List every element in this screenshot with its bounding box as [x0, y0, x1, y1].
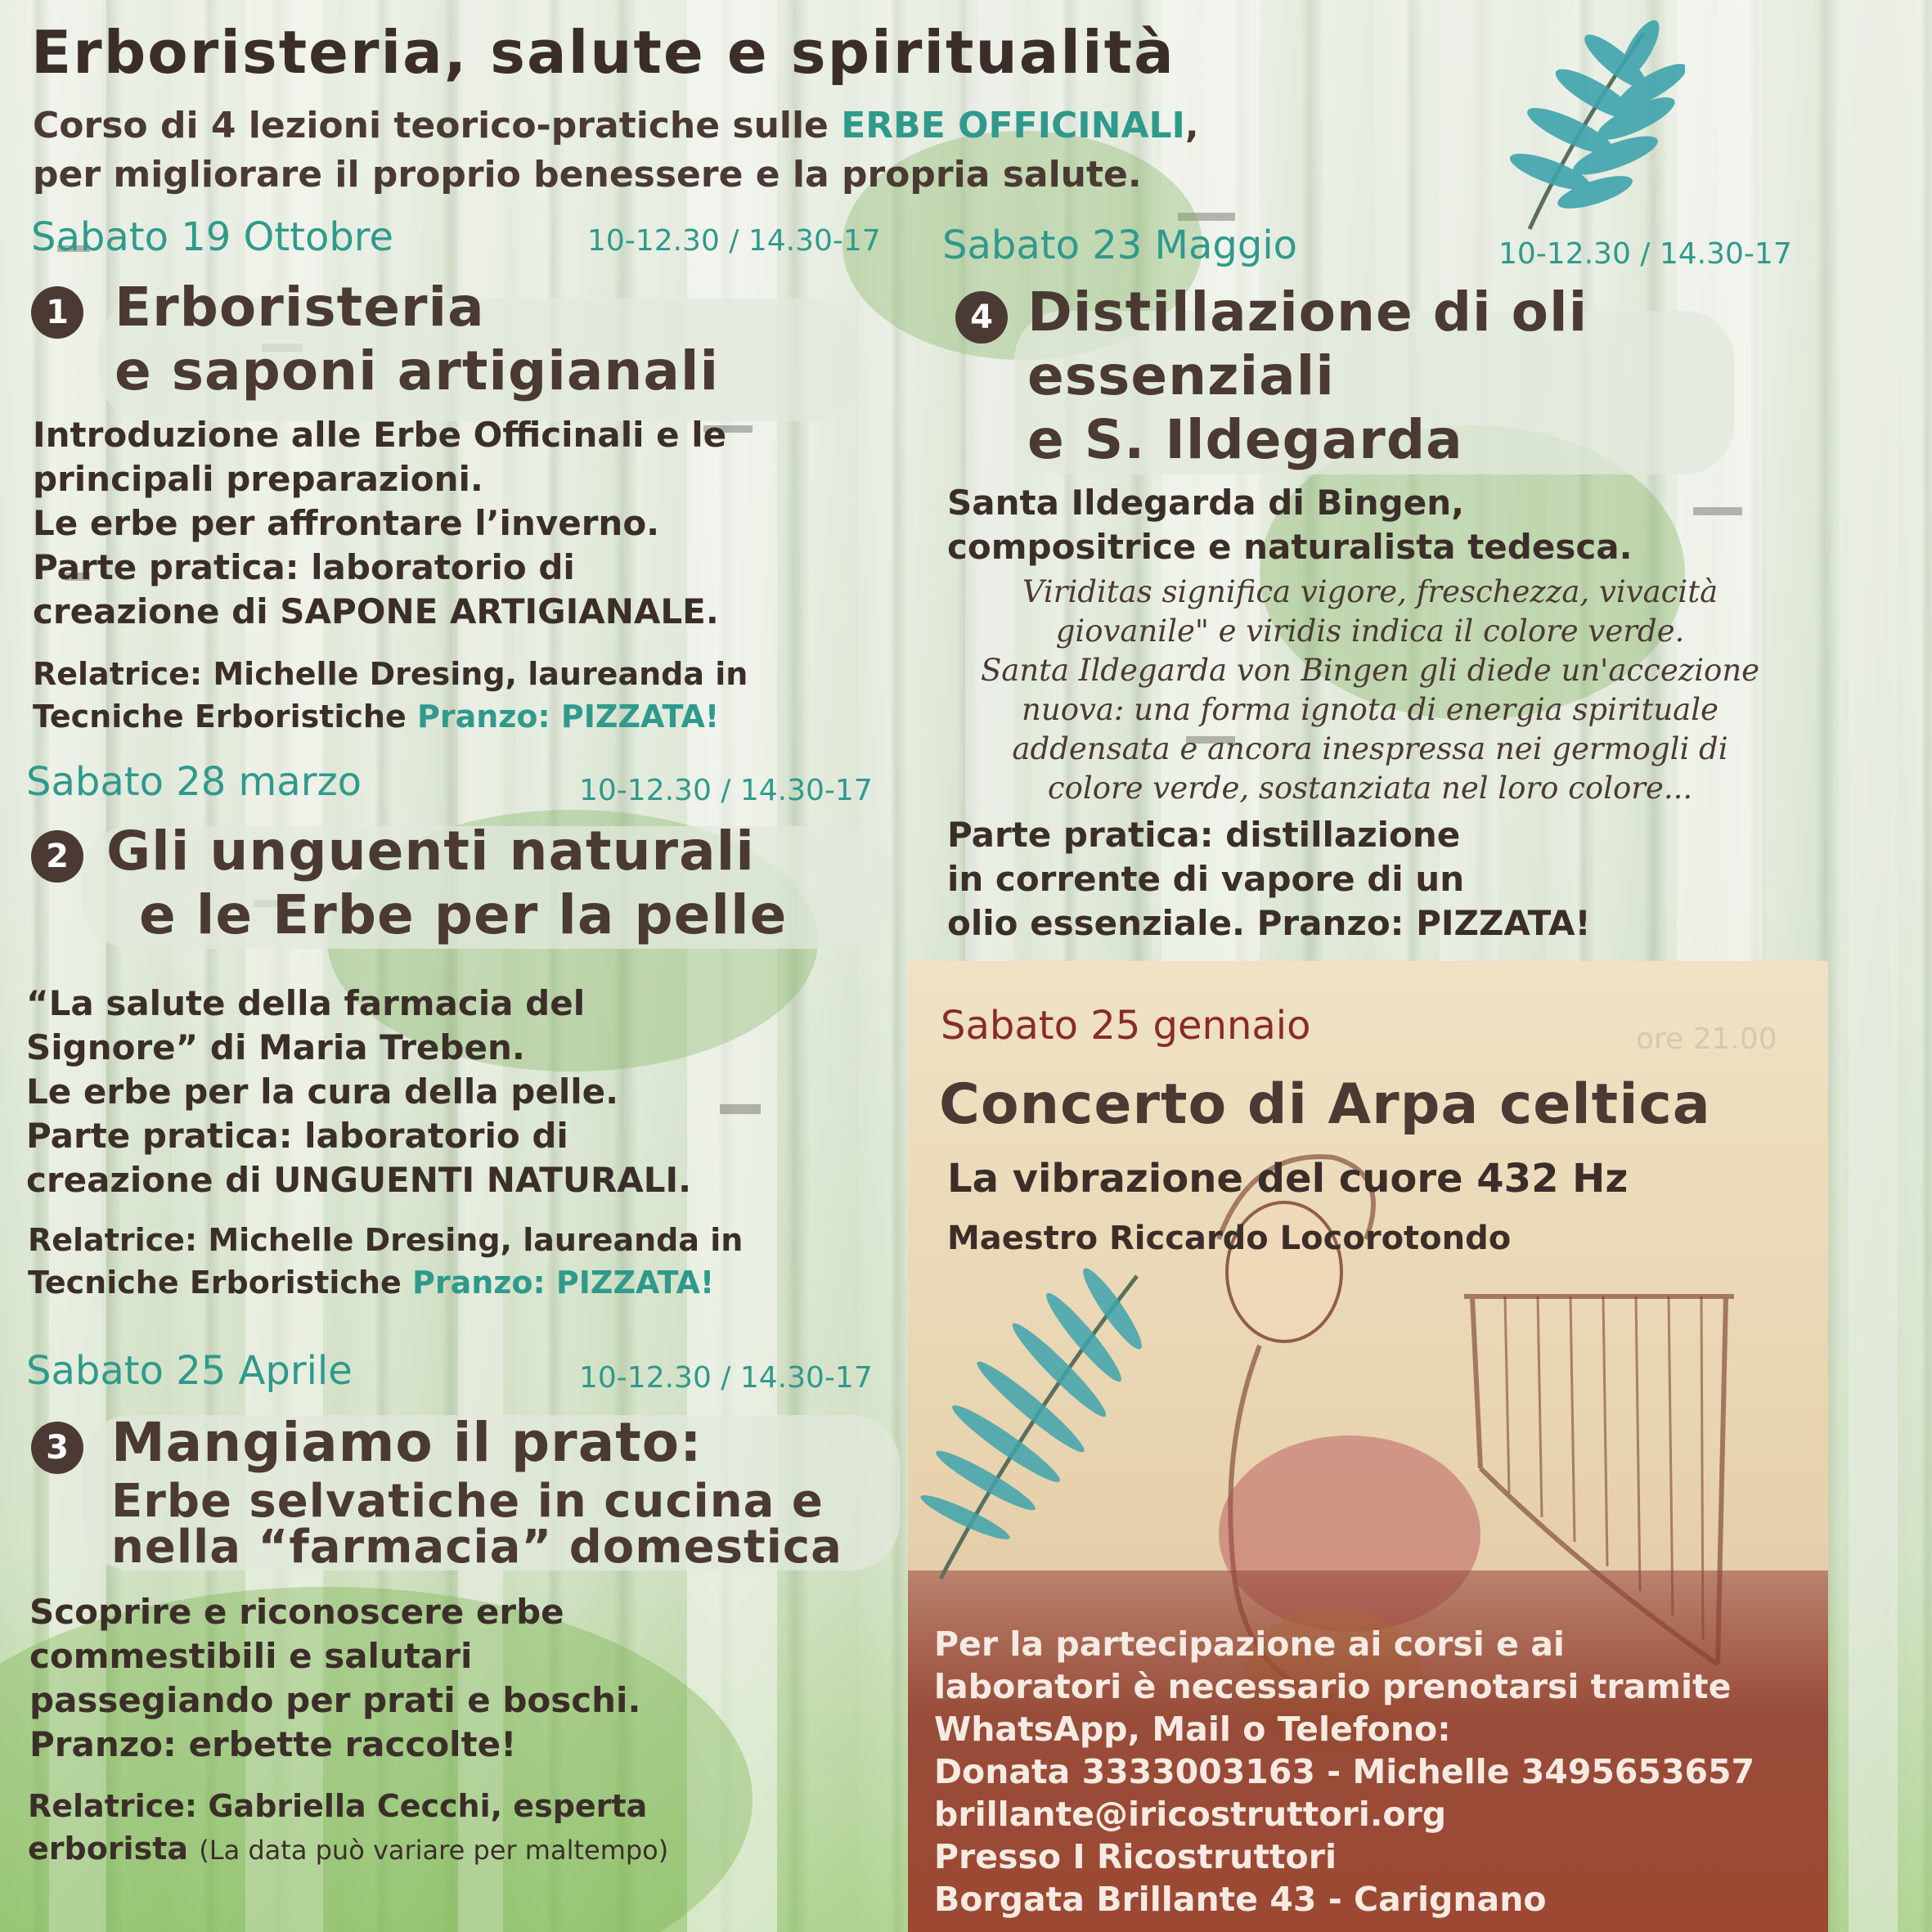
lesson-3-body: Scoprire e riconoscere erbe commestibili e salutari passegiando per prati e boschi. Pranzo: erbette raccolte!: [29, 1592, 641, 1764]
lesson-3-speaker: Relatrice: Gabriella Cecchi, esperta erborista (La data può variare per maltempo): [28, 1788, 669, 1867]
lesson-2-body: “La salute della farmacia del Signore” di Maria Treben. Le erbe per la cura della pelle. Parte pratica: laboratorio di creazione di UNGUENTI NATURALI.: [26, 983, 692, 1200]
concert-subtitle: La vibrazione del cuore 432 Hz: [947, 1156, 1629, 1202]
leaf-icon: [1472, 16, 1685, 237]
contact-line: Presso I Ricostruttori: [934, 1837, 1337, 1876]
lesson-4-title-line-1: Distillazione di oli: [1027, 281, 1588, 344]
intro-line-1: Corso di 4 lezioni teorico-pratiche sulle ERBE OFFICINALI,: [33, 105, 1199, 146]
lesson-2-time: 10-12.30 / 14.30-17: [579, 774, 873, 807]
lesson-3-date: Sabato 25 Aprile: [26, 1348, 353, 1394]
lesson-1-time: 10-12.30 / 14.30-17: [587, 224, 881, 258]
lesson-1-title-line-2: e saponi artigianali: [115, 339, 720, 402]
lesson-3-time: 10-12.30 / 14.30-17: [579, 1361, 873, 1395]
concert-title: Concerto di Arpa celtica: [939, 1072, 1711, 1137]
lesson-4-quote: Viriditas significa vigore, freschezza, vivacità giovanile" e viridis indica il colore verde. Santa Ildegarda von Bingen gli diede un'accezione nuova: una forma ignota di energia spirituale addensata e ancora inespressa nei germogli di colore verde, sostanziata nel loro colore...: [980, 574, 1760, 806]
lesson-3-note: (La data può variare per maltempo): [199, 1835, 669, 1866]
lesson-1-date: Sabato 19 Ottobre: [31, 214, 394, 260]
lesson-4-date: Sabato 23 Maggio: [942, 222, 1298, 268]
lesson-2-number-badge: 2: [31, 830, 83, 883]
contact-line: Per la partecipazione ai corsi e ai: [934, 1624, 1565, 1664]
lesson-4-body: Santa Ildegarda di Bingen, compositrice e naturalista tedesca.: [947, 483, 1633, 567]
concert-date: Sabato 25 gennaio: [941, 1003, 1311, 1049]
lesson-4-title-line-3: e S. Ildegarda: [1027, 408, 1463, 471]
lesson-3-subtitle-line-1: Erbe selvatiche in cucina e: [111, 1475, 824, 1528]
lesson-2-title-line-2: e le Erbe per la pelle: [139, 883, 788, 946]
concert-performer: Maestro Riccardo Locorotondo: [947, 1220, 1512, 1257]
lesson-4-time: 10-12.30 / 14.30-17: [1498, 237, 1792, 271]
intro-highlight: ERBE OFFICINALI: [841, 105, 1185, 146]
contact-line: WhatsApp, Mail o Telefono:: [934, 1710, 1451, 1749]
lesson-2-title-line-1: Gli unguenti naturali: [106, 820, 755, 883]
lesson-3-subtitle-line-2: nella “farmacia” domestica: [111, 1521, 842, 1574]
lesson-1-title-line-1: Erboristeria: [115, 276, 485, 339]
lesson-2-speaker: Relatrice: Michelle Dresing, laureanda in Tecniche Erboristiche Pranzo: PIZZATA!: [28, 1222, 744, 1301]
concert-time: ore 21.00: [1636, 1022, 1777, 1056]
lesson-1-body: Introduzione alle Erbe Officinali e le principali preparazioni. Le erbe per affrontare l’inverno. Parte pratica: laboratorio di creazione di SAPONE ARTIGIANALE.: [33, 415, 727, 631]
intro-line-2: per migliorare il proprio benessere e la propria salute.: [33, 154, 1142, 195]
contact-address: Borgata Brillante 43 - Carignano: [934, 1880, 1547, 1919]
lesson-1-number-badge: 1: [31, 286, 83, 339]
lesson-2-lunch: Pranzo: PIZZATA!: [412, 1265, 715, 1301]
page-title: Erboristeria, salute e spiritualità: [31, 18, 1175, 87]
lesson-3-title-line-1: Mangiamo il prato:: [111, 1411, 703, 1474]
lesson-4-title-line-2: essenziali: [1027, 344, 1335, 407]
lesson-4-practice: Parte pratica: distillazione in corrente di vapore di un olio essenziale. Pranzo: PIZZATA!: [947, 815, 1591, 943]
contact-info: [934, 1623, 1755, 1921]
leaf-icon: [908, 1260, 1153, 1587]
contact-phones[interactable]: Donata 3333003163 - Michelle 3495653657: [934, 1752, 1755, 1791]
lesson-1-speaker: Relatrice: Michelle Dresing, laureanda in Tecniche Erboristiche Pranzo: PIZZATA!: [33, 656, 748, 735]
lesson-2-date: Sabato 28 marzo: [26, 759, 362, 805]
contact-email[interactable]: brillante@iricostruttori.org: [934, 1795, 1447, 1834]
lesson-3-number-badge: 3: [31, 1422, 83, 1474]
lesson-4-number-badge: 4: [955, 291, 1008, 344]
lesson-1-lunch: Pranzo: PIZZATA!: [417, 699, 720, 735]
contact-line: laboratori è necessario prenotarsi tramite: [934, 1667, 1732, 1706]
